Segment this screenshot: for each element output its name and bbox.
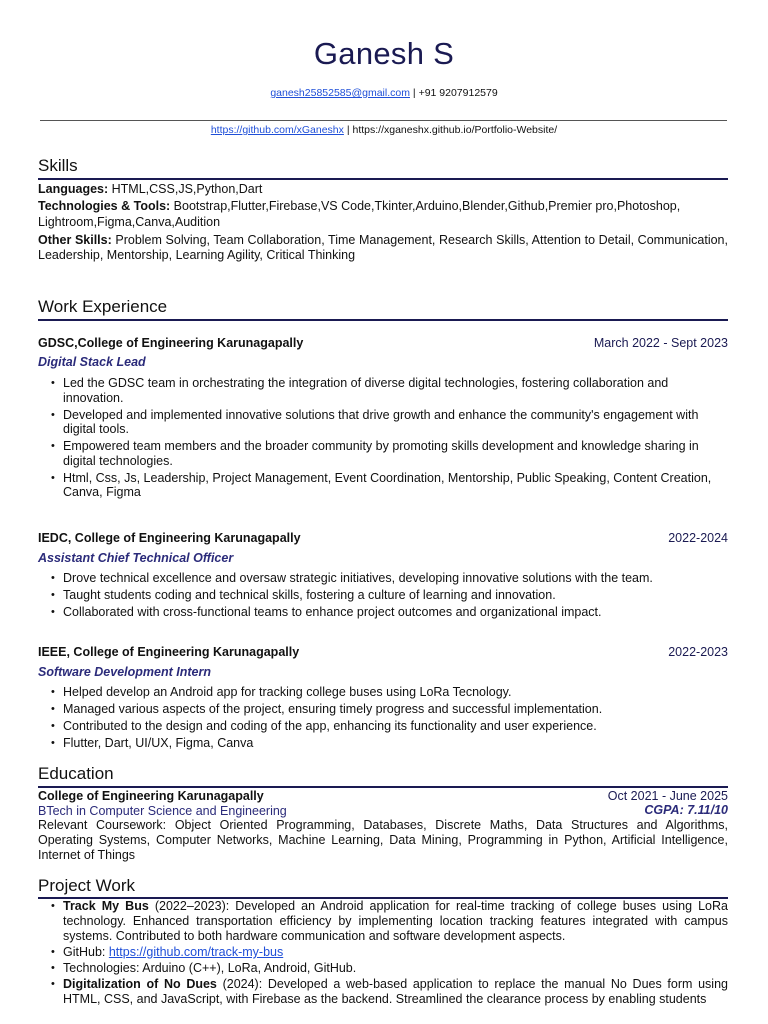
education-cgpa: CGPA: 7.11/10 bbox=[644, 803, 728, 817]
job-org: GDSC,College of Engineering Karunagapally bbox=[38, 336, 304, 350]
skills-heading: Skills bbox=[38, 156, 78, 175]
list-item: • Managed various aspects of the project, ensuring timely progress and successful implementation. bbox=[51, 702, 603, 716]
list-item: • Taught students coding and technical skills, fostering a culture of learning and innovation. bbox=[51, 588, 556, 602]
education-dates: Oct 2021 - June 2025 bbox=[607, 789, 728, 803]
tools-value-2: Lightroom,Figma,Canva,Audition bbox=[38, 215, 221, 229]
job-role: Assistant Chief Technical Officer bbox=[38, 551, 234, 565]
bullet-icon: • bbox=[51, 408, 55, 421]
education-coursework: Relevant Coursework: Object Oriented Programming, Databases, Discrete Maths, Data Structures and Algorithms, Operating Systems, Computer Networks, Machine Learning, Data Mining, Programming in Python, Artificial Intelligence, Internet of Things bbox=[38, 818, 728, 862]
education-school: College of Engineering Karunagapally bbox=[38, 789, 264, 803]
bullet-icon: • bbox=[51, 589, 55, 601]
education-heading: Education bbox=[38, 764, 114, 783]
section-rule bbox=[38, 319, 728, 321]
bullet-icon: • bbox=[51, 703, 55, 715]
project-name: Digitalization of No Dues bbox=[63, 977, 217, 991]
project-name: Track My Bus bbox=[63, 899, 149, 913]
list-item: • Led the GDSC team in orchestrating the integration of diverse digital technologies, fostering collaboration and innovation. bbox=[51, 376, 669, 405]
separator: | bbox=[412, 87, 416, 99]
list-item: • Flutter, Dart, UI/UX, Figma, Canva bbox=[51, 736, 254, 750]
github-label: GitHub: bbox=[63, 945, 109, 959]
job-role: Software Development Intern bbox=[38, 665, 211, 679]
other-label: Other Skills: bbox=[38, 233, 112, 247]
contact-line bbox=[0, 87, 768, 99]
technologies-value: Arduino (C++), LoRa, Android, GitHub. bbox=[142, 961, 357, 975]
bullet-icon: • bbox=[51, 900, 55, 912]
bullet-icon: • bbox=[51, 572, 55, 584]
other-value: Problem Solving, Team Collaboration, Time Management, Research Skills, Attention to Detail, Communication, Leadership, Mentorship, Learning Agility, Critical Thinking bbox=[38, 233, 728, 262]
portfolio-url: https://xganeshx.github.io/Portfolio-Website/ bbox=[352, 124, 558, 136]
list-item: • Helped develop an Android app for tracking college buses using LoRa Tecnology. bbox=[51, 685, 512, 699]
list-item: • Collaborated with cross-functional teams to enhance project outcomes and organizational impact. bbox=[51, 605, 602, 619]
job-org: IEEE, College of Engineering Karunagapally bbox=[38, 645, 300, 659]
list-item bbox=[38, 945, 728, 960]
header-divider bbox=[40, 120, 727, 121]
list-item bbox=[38, 977, 728, 1007]
bullet-icon: • bbox=[51, 737, 55, 749]
resume-name: Ganesh S bbox=[313, 36, 455, 71]
skills-other bbox=[38, 233, 728, 263]
languages-value: HTML,CSS,JS,Python,Dart bbox=[111, 182, 263, 196]
bullet-icon: • bbox=[51, 946, 55, 958]
bullet-icon: • bbox=[51, 720, 55, 732]
work-heading: Work Experience bbox=[38, 297, 168, 316]
projects-heading: Project Work bbox=[38, 876, 135, 895]
skills-languages bbox=[38, 181, 728, 197]
list-item: • Empowered team members and the broader community by promoting skills development and knowledge sharing in digital technologies. bbox=[51, 439, 699, 468]
list-item bbox=[38, 899, 728, 944]
section-rule bbox=[38, 786, 728, 788]
list-item: • Drove technical excellence and oversaw strategic initiatives, developing innovative solutions with the team. bbox=[51, 571, 653, 585]
bullet-icon: • bbox=[51, 377, 55, 389]
bullet-icon: • bbox=[51, 471, 55, 484]
job-dates: 2022-2023 bbox=[668, 645, 728, 659]
bullet-icon: • bbox=[51, 440, 55, 452]
bullet-icon: • bbox=[51, 606, 55, 618]
project-description: (2024): Developed a web-based application to replace the manual No Dues form using HTML, CSS, and JavaScript, with Firebase as the backend. Streamlined the clearance process by enabling students bbox=[63, 977, 728, 1006]
languages-label: Languages: bbox=[38, 182, 109, 196]
job-org: IEDC, College of Engineering Karunagapally bbox=[38, 531, 301, 545]
education-degree: BTech in Computer Science and Engineering bbox=[38, 804, 287, 818]
email-link[interactable]: ganesh25852585@gmail.com bbox=[270, 87, 410, 99]
list-item: • Developed and implemented innovative solutions that drive growth and enhance the community's engagement with digital tools. bbox=[51, 407, 699, 436]
job-role: Digital Stack Lead bbox=[38, 355, 146, 369]
job-bullets bbox=[38, 376, 728, 502]
job-bullets bbox=[38, 685, 728, 753]
project-description: (2022–2023): Developed an Android application for real-time tracking of college buses using LoRa technology. Enhanced transportation efficiency by implementing location tracking features integrated with campus systems. Contributed to both hardware communication and software development aspects. bbox=[63, 899, 728, 943]
separator: | bbox=[346, 124, 350, 136]
list-item bbox=[38, 961, 728, 976]
list-item: • Contributed to the design and coding of the app, enhancing its functionality and user experience. bbox=[51, 719, 597, 733]
tools-label: Technologies & Tools: bbox=[38, 199, 171, 213]
tools-value-1: Bootstrap,Flutter,Firebase,VS Code,Tkinter,Arduino,Blender,Github,Premier pro,Photoshop, bbox=[173, 199, 681, 213]
github-link[interactable]: https://github.com/xGaneshx bbox=[210, 124, 344, 136]
project-bullets bbox=[38, 899, 728, 1010]
skills-tools bbox=[38, 198, 728, 230]
project-github-link[interactable]: https://github.com/track-my-bus bbox=[108, 945, 284, 959]
phone-number: +91 9207912579 bbox=[418, 87, 498, 99]
bullet-icon: • bbox=[51, 978, 55, 990]
job-dates: 2022-2024 bbox=[668, 531, 728, 545]
job-bullets bbox=[38, 571, 728, 622]
job-dates: March 2022 - Sept 2023 bbox=[593, 336, 728, 350]
bullet-icon: • bbox=[51, 962, 55, 974]
technologies-label: Technologies: bbox=[63, 961, 143, 975]
links-line bbox=[0, 124, 768, 136]
bullet-icon: • bbox=[51, 686, 55, 698]
section-rule bbox=[38, 178, 728, 180]
list-item: • Html, Css, Js, Leadership, Project Management, Event Coordination, Mentorship, Public Speaking, Content Creation, Canva, Figma bbox=[51, 470, 712, 499]
